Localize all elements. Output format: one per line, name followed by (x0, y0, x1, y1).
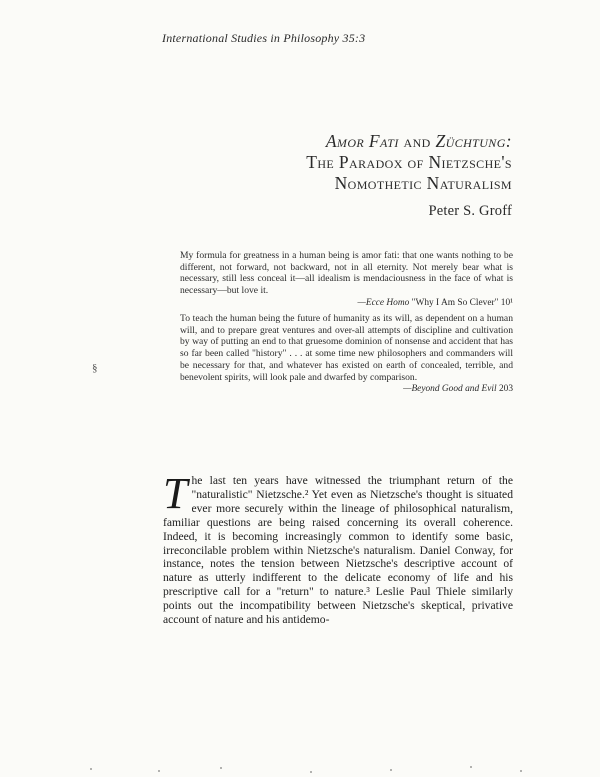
epigraph-citation (180, 384, 513, 396)
epigraph-text: My formula for greatness in a human being is amor fati: that one wants nothing to be different, not forward, not backward, not in all eternity. Not merely bear what is necessary, still less conceal it—all idealism is mendaciousness in the face of what is necessary—but love it. (180, 250, 513, 297)
article-title (236, 131, 512, 194)
margin-mark: § (92, 362, 98, 374)
title-zuchtung: Züchtung: (435, 131, 512, 151)
epigraph-1 (180, 250, 513, 310)
epigraph-2 (180, 313, 513, 396)
body-text: he last ten years have witnessed the triumphant return of the "naturalistic" Nietzsche.² Yet even as Nietzsche's thought is situated ever more securely within the lineage of philosophical naturalism, familiar questions are being raised concerning its overall coherence. Indeed, it is becoming increasingly common to identify some basic, irreconcilable problem within Nietzsche's naturalism. Daniel Conway, for instance, notes the tension between Nietzsche's descriptive account of nature as utterly indifferent to the delicate economy of life and his prescriptive call for a "return" to nature.³ Leslie Paul Thiele similarly points out the incompatibility between Nietzsche's skeptical, privative account of nature and his antidemo- (163, 474, 513, 627)
citation-source: —Beyond Good and Evil (403, 384, 497, 395)
title-line-1 (236, 131, 512, 152)
drop-cap: T (163, 469, 188, 518)
title-and: and (398, 131, 436, 151)
title-line-2: The Paradox of Nietzsche's (306, 152, 512, 172)
citation-source: —Ecce Homo (357, 297, 410, 308)
journal-header: International Studies in Philosophy 35:3 (162, 31, 366, 45)
title-amor-fati: Amor Fati (325, 131, 399, 151)
epigraph-citation (180, 298, 513, 310)
title-line-3: Nomothetic Naturalism (334, 173, 512, 193)
scan-specks (60, 764, 540, 776)
author-name: Peter S. Groff (428, 203, 512, 219)
body-paragraph (163, 469, 513, 627)
epigraph-text: To teach the human being the future of humanity as its will, as dependent on a human will, and to prepare great ventures and over-all attempts of discipline and cultivation by way of putting an end to that gruesome dominion of nonsense and accident that has so far been called "history" . . . at some time new philosophers and commanders will be necessary for that, and whatever has existed on earth of concealed, terrible, and benevolent spirits, will look pale and dwarfed by comparison. (180, 313, 513, 383)
citation-detail: "Why I Am So Clever" 10¹ (409, 297, 513, 308)
citation-detail: 203 (496, 384, 513, 395)
